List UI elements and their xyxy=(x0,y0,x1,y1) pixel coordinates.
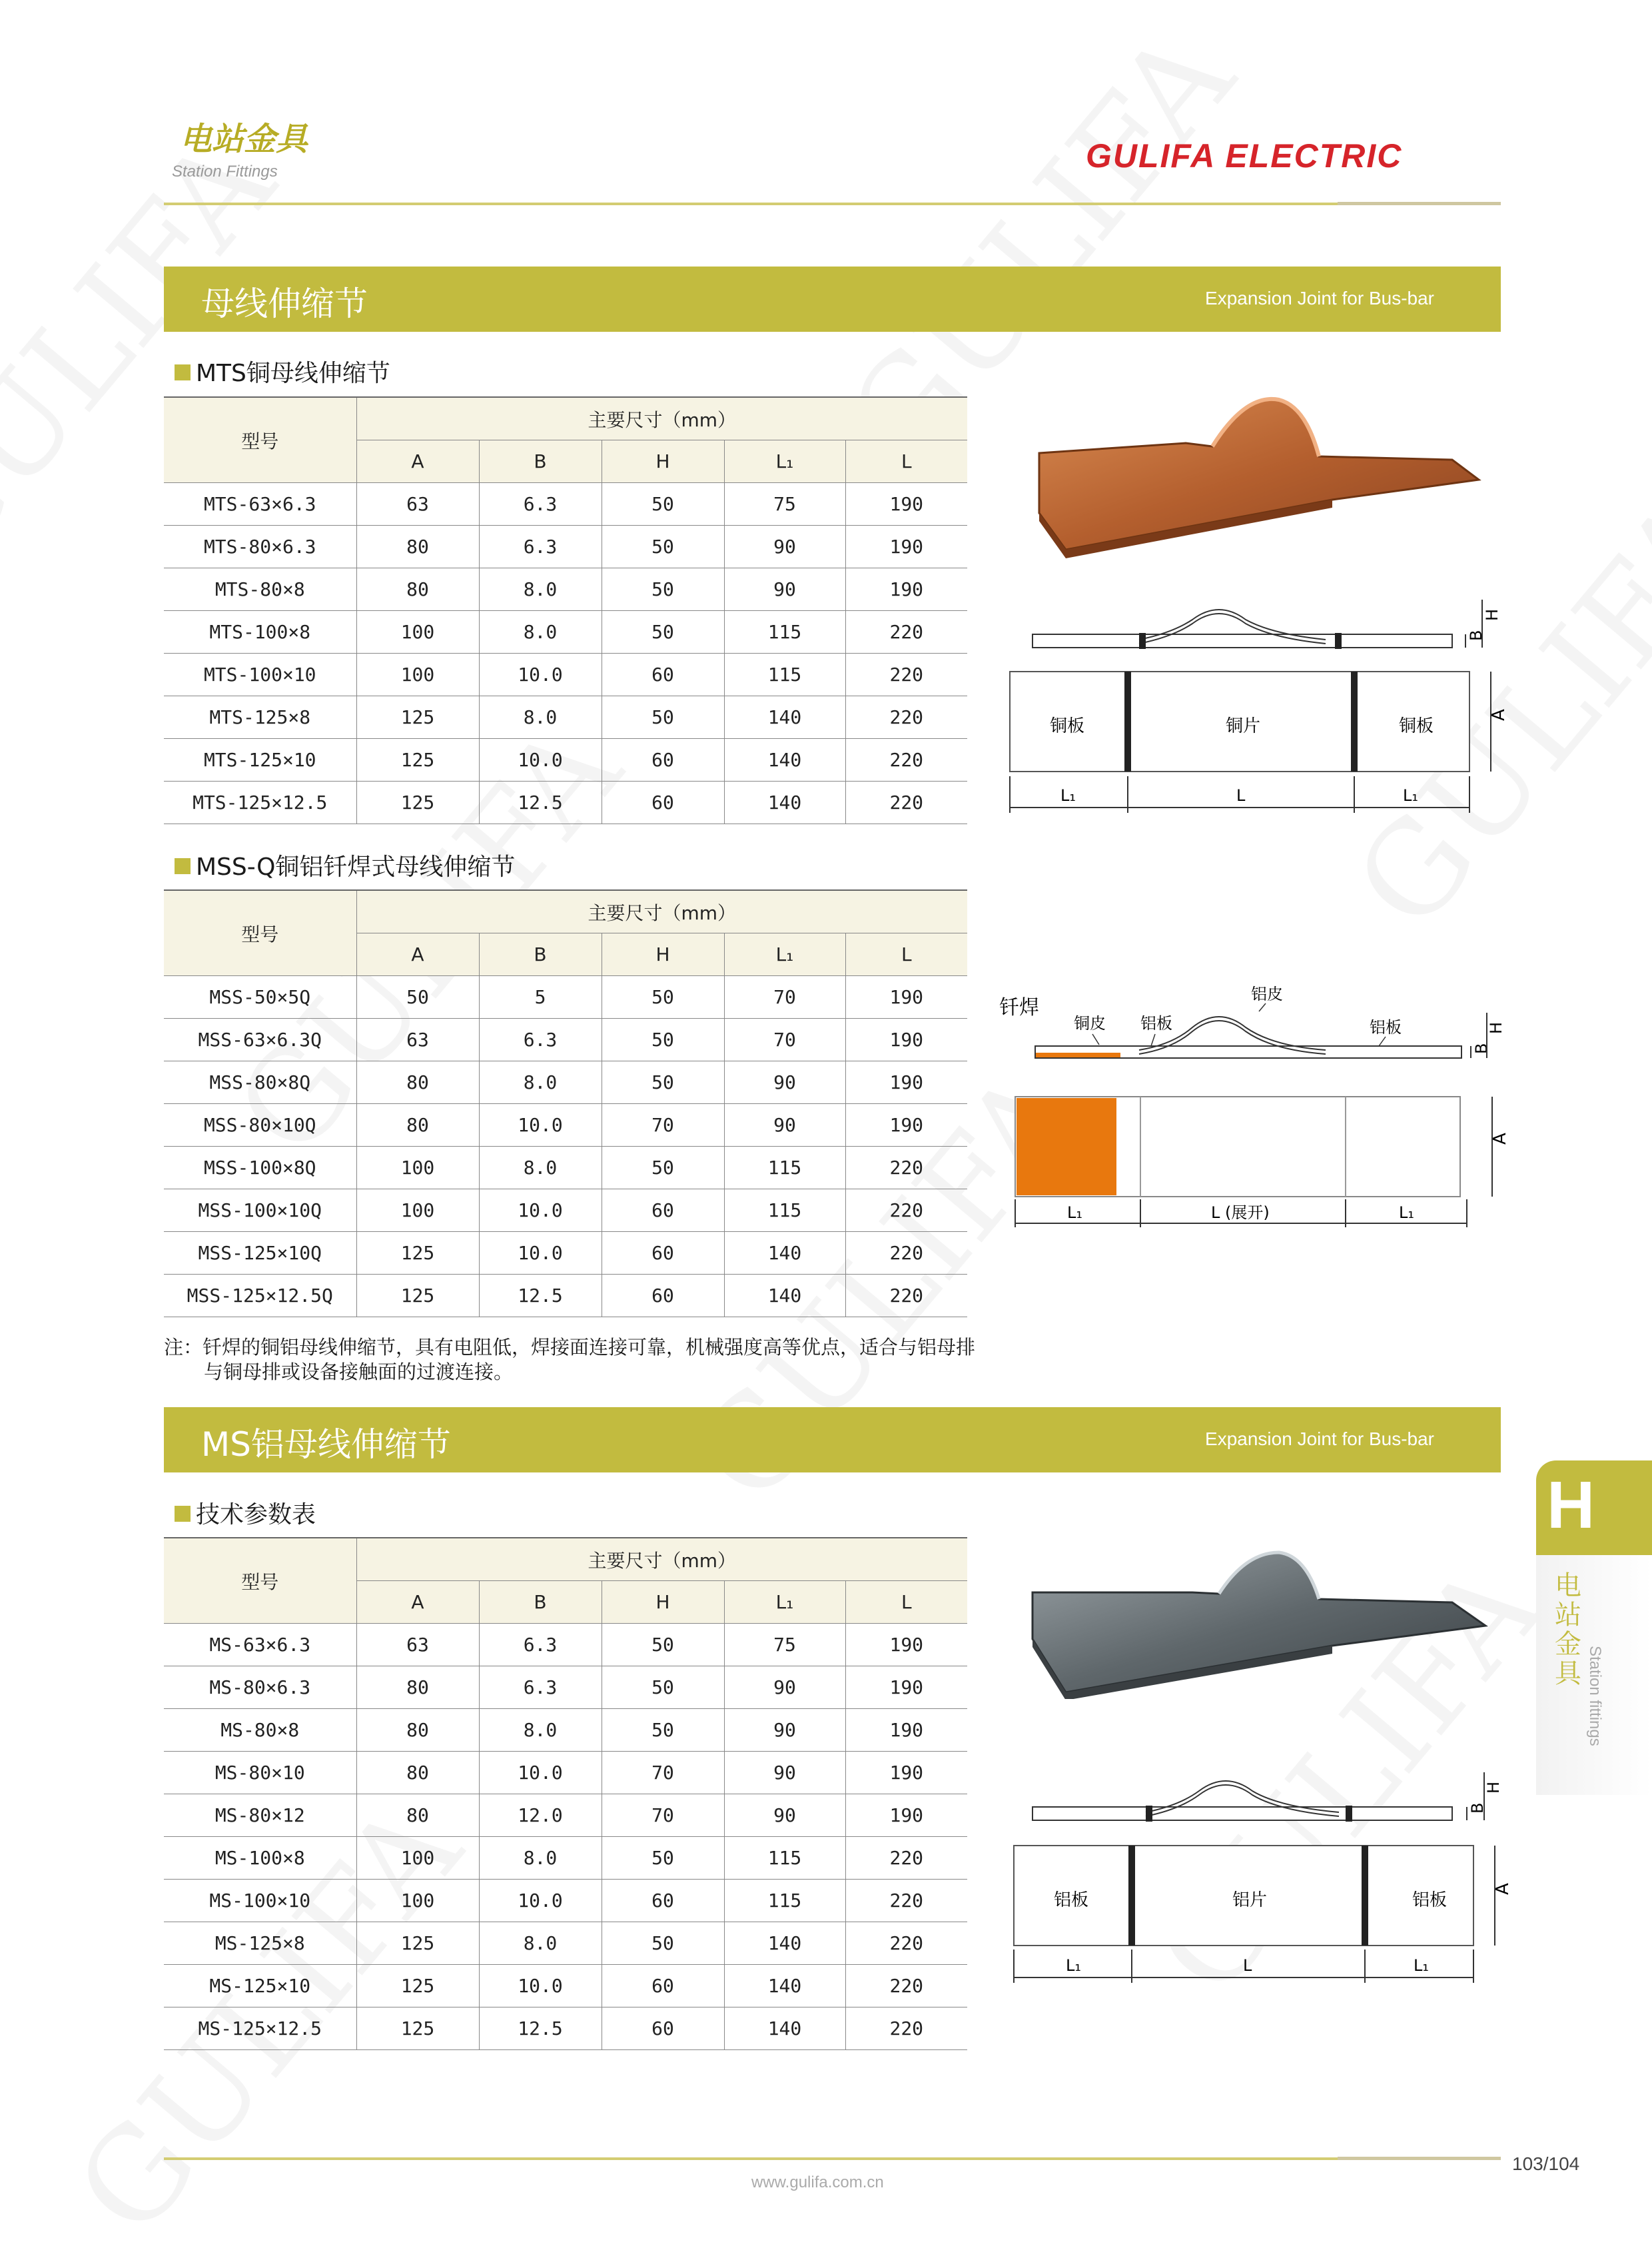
value-cell: 140 xyxy=(724,2007,845,2050)
value-cell: 80 xyxy=(356,1061,479,1104)
value-cell: 8.0 xyxy=(479,1061,602,1104)
col-header: L₁ xyxy=(724,1581,845,1624)
col-header: A xyxy=(356,933,479,976)
table-row xyxy=(164,1061,967,1104)
value-cell: 125 xyxy=(356,1965,479,2007)
value-cell: 10.0 xyxy=(479,1232,602,1275)
value-cell: 190 xyxy=(845,568,967,611)
dim-h-label: H xyxy=(1487,1021,1505,1034)
value-cell: 60 xyxy=(602,2007,724,2050)
col-header: A xyxy=(356,1581,479,1624)
value-cell: 6.3 xyxy=(479,1624,602,1666)
value-cell: 50 xyxy=(602,1147,724,1189)
value-cell: 140 xyxy=(724,696,845,739)
value-cell: 140 xyxy=(724,739,845,782)
value-cell: 70 xyxy=(724,976,845,1019)
value-cell: 190 xyxy=(845,526,967,568)
table-header-row xyxy=(164,890,967,933)
model-cell: MTS-125×10 xyxy=(164,739,356,782)
value-cell: 12.0 xyxy=(479,1794,602,1837)
value-cell: 10.0 xyxy=(479,1752,602,1794)
value-cell: 75 xyxy=(724,1624,845,1666)
col-header: L₁ xyxy=(724,933,845,976)
dim-a-label: A xyxy=(1490,1133,1510,1145)
value-cell: 8.0 xyxy=(479,696,602,739)
table-header-row xyxy=(164,397,967,440)
table-row xyxy=(164,1880,967,1922)
value-cell: 125 xyxy=(356,782,479,824)
value-cell: 220 xyxy=(845,696,967,739)
square-bullet-icon xyxy=(175,364,191,380)
note-line: 与铜母排或设备接触面的过渡连接。 xyxy=(204,1361,514,1383)
value-cell: 115 xyxy=(724,1189,845,1232)
dim-l-unfold-label: L (展开) xyxy=(1211,1203,1270,1222)
section-band-busbar xyxy=(164,267,1501,332)
model-cell: MSS-125×12.5Q xyxy=(164,1275,356,1317)
section-title-en: Station Fittings xyxy=(172,163,278,181)
model-cell: MS-125×10 xyxy=(164,1965,356,2007)
model-cell: MTS-63×6.3 xyxy=(164,483,356,526)
value-cell: 60 xyxy=(602,1275,724,1317)
subtitle-mss xyxy=(175,848,515,882)
side-tab-h xyxy=(1536,1460,1652,1555)
table-row xyxy=(164,654,967,696)
value-cell: 125 xyxy=(356,696,479,739)
value-cell: 125 xyxy=(356,1922,479,1965)
value-cell: 220 xyxy=(845,1232,967,1275)
value-cell: 80 xyxy=(356,1104,479,1147)
band-title-cn: 母线伸缩节 xyxy=(201,284,368,323)
value-cell: 115 xyxy=(724,654,845,696)
dims-header: 主要尺寸（mm） xyxy=(356,397,967,440)
col-header: L xyxy=(845,440,967,483)
model-cell: MTS-80×6.3 xyxy=(164,526,356,568)
dim-b-label: B xyxy=(1472,1043,1491,1054)
value-cell: 100 xyxy=(356,1147,479,1189)
plate-mid-label: 铝片 xyxy=(1232,1890,1268,1910)
value-cell: 75 xyxy=(724,483,845,526)
dim-b-label: B xyxy=(1467,630,1485,641)
value-cell: 70 xyxy=(602,1752,724,1794)
value-cell: 63 xyxy=(356,1019,479,1061)
value-cell: 70 xyxy=(602,1794,724,1837)
dim-l1-label: L₁ xyxy=(1067,1203,1082,1222)
col-header: H xyxy=(602,1581,724,1624)
mss-note xyxy=(164,1335,975,1385)
col-header: B xyxy=(479,1581,602,1624)
mss-table xyxy=(164,889,967,1317)
value-cell: 115 xyxy=(724,1147,845,1189)
table-header-row xyxy=(164,1538,967,1581)
value-cell: 80 xyxy=(356,1709,479,1752)
value-cell: 115 xyxy=(724,611,845,654)
model-cell: MS-80×6.3 xyxy=(164,1666,356,1709)
value-cell: 6.3 xyxy=(479,1019,602,1061)
value-cell: 100 xyxy=(356,1837,479,1880)
al-plate-label-right: 铝板 xyxy=(1370,1018,1402,1037)
model-cell: MSS-63×6.3Q xyxy=(164,1019,356,1061)
plate-right-label: 铝板 xyxy=(1412,1890,1447,1910)
value-cell: 90 xyxy=(724,568,845,611)
col-header: L xyxy=(845,933,967,976)
value-cell: 50 xyxy=(602,976,724,1019)
dim-a-label: A xyxy=(1493,1883,1512,1895)
plate-left-label: 铝板 xyxy=(1054,1890,1089,1910)
model-cell: MSS-50×5Q xyxy=(164,976,356,1019)
footer-url: www.gulifa.com.cn xyxy=(751,2173,884,2191)
value-cell: 140 xyxy=(724,1275,845,1317)
value-cell: 100 xyxy=(356,611,479,654)
value-cell: 125 xyxy=(356,1232,479,1275)
value-cell: 50 xyxy=(356,976,479,1019)
header-rule-accent xyxy=(1338,202,1501,205)
dim-l1-label: L₁ xyxy=(1414,1956,1429,1975)
model-header: 型号 xyxy=(164,1538,356,1624)
value-cell: 60 xyxy=(602,1232,724,1275)
value-cell: 220 xyxy=(845,654,967,696)
value-cell: 190 xyxy=(845,1709,967,1752)
mts-table xyxy=(164,396,967,824)
value-cell: 220 xyxy=(845,2007,967,2050)
value-cell: 100 xyxy=(356,654,479,696)
model-cell: MSS-80×10Q xyxy=(164,1104,356,1147)
value-cell: 220 xyxy=(845,1965,967,2007)
dim-l-label: L xyxy=(1236,786,1246,805)
value-cell: 125 xyxy=(356,2007,479,2050)
value-cell: 80 xyxy=(356,1794,479,1837)
value-cell: 80 xyxy=(356,1666,479,1709)
model-cell: MTS-100×10 xyxy=(164,654,356,696)
dim-l1-label: L₁ xyxy=(1066,1956,1081,1975)
table-row xyxy=(164,1189,967,1232)
dim-l1-label: L₁ xyxy=(1060,786,1076,805)
value-cell: 80 xyxy=(356,526,479,568)
value-cell: 50 xyxy=(602,611,724,654)
value-cell: 80 xyxy=(356,568,479,611)
value-cell: 90 xyxy=(724,1666,845,1709)
dim-h-label: H xyxy=(1484,1781,1503,1794)
model-cell: MS-63×6.3 xyxy=(164,1624,356,1666)
value-cell: 100 xyxy=(356,1880,479,1922)
value-cell: 190 xyxy=(845,483,967,526)
value-cell: 10.0 xyxy=(479,1104,602,1147)
side-tab-cn: 电站金具 xyxy=(1555,1570,1581,1689)
table-row xyxy=(164,1275,967,1317)
value-cell: 220 xyxy=(845,1275,967,1317)
value-cell: 190 xyxy=(845,1104,967,1147)
value-cell: 50 xyxy=(602,526,724,568)
model-cell: MS-80×10 xyxy=(164,1752,356,1794)
plate-right-label: 铜板 xyxy=(1399,716,1434,736)
value-cell: 190 xyxy=(845,976,967,1019)
value-cell: 10.0 xyxy=(479,739,602,782)
table-row xyxy=(164,568,967,611)
table-row xyxy=(164,1019,967,1061)
value-cell: 8.0 xyxy=(479,1922,602,1965)
table-row xyxy=(164,782,967,824)
subtitle-ms xyxy=(175,1496,316,1530)
model-cell: MS-100×10 xyxy=(164,1880,356,1922)
dims-header: 主要尺寸（mm） xyxy=(356,890,967,933)
table-row xyxy=(164,2007,967,2050)
col-header: H xyxy=(602,440,724,483)
value-cell: 8.0 xyxy=(479,611,602,654)
value-cell: 6.3 xyxy=(479,526,602,568)
value-cell: 115 xyxy=(724,1880,845,1922)
col-header: B xyxy=(479,933,602,976)
ms-product-photo xyxy=(1026,1539,1492,1702)
dim-b-label: B xyxy=(1468,1802,1487,1814)
col-header: L xyxy=(845,1581,967,1624)
model-cell: MTS-125×12.5 xyxy=(164,782,356,824)
value-cell: 50 xyxy=(602,1624,724,1666)
table-row xyxy=(164,1624,967,1666)
table-row xyxy=(164,483,967,526)
model-cell: MSS-80×8Q xyxy=(164,1061,356,1104)
mts-product-photo xyxy=(1026,380,1492,562)
value-cell: 63 xyxy=(356,483,479,526)
model-cell: MTS-100×8 xyxy=(164,611,356,654)
dim-h-label: H xyxy=(1483,608,1501,621)
footer-rule xyxy=(164,2157,1338,2160)
value-cell: 10.0 xyxy=(479,1189,602,1232)
square-bullet-icon xyxy=(175,858,191,874)
cu-skin-label: 铜皮 xyxy=(1074,1014,1106,1033)
dim-a-label: A xyxy=(1489,709,1509,721)
model-cell: MS-80×12 xyxy=(164,1794,356,1837)
table-row xyxy=(164,1837,967,1880)
section-band-ms xyxy=(164,1407,1501,1472)
brand-logo: GULIFA ELECTRIC xyxy=(1086,137,1403,175)
model-cell: MSS-100×10Q xyxy=(164,1189,356,1232)
value-cell: 70 xyxy=(724,1019,845,1061)
value-cell: 80 xyxy=(356,1752,479,1794)
value-cell: 220 xyxy=(845,1922,967,1965)
side-tab-letter: H xyxy=(1547,1468,1595,1542)
value-cell: 8.0 xyxy=(479,1147,602,1189)
value-cell: 220 xyxy=(845,739,967,782)
value-cell: 8.0 xyxy=(479,1709,602,1752)
col-header: B xyxy=(479,440,602,483)
ms-table xyxy=(164,1537,967,2050)
value-cell: 90 xyxy=(724,1794,845,1837)
value-cell: 220 xyxy=(845,1147,967,1189)
page-number: 103/104 xyxy=(1512,2153,1580,2174)
table-row xyxy=(164,1752,967,1794)
subtitle-mts xyxy=(175,354,390,388)
value-cell: 220 xyxy=(845,611,967,654)
table-row xyxy=(164,1965,967,2007)
value-cell: 115 xyxy=(724,1837,845,1880)
band-title-en: Expansion Joint for Bus-bar xyxy=(1205,288,1434,308)
table-row xyxy=(164,1922,967,1965)
table-row xyxy=(164,1104,967,1147)
value-cell: 220 xyxy=(845,1880,967,1922)
value-cell: 50 xyxy=(602,1666,724,1709)
value-cell: 50 xyxy=(602,1061,724,1104)
value-cell: 90 xyxy=(724,1709,845,1752)
note-line: 注：钎焊的铜铝母线伸缩节，具有电阻低，焊接面连接可靠，机械强度高等优点，适合与铝母排 xyxy=(164,1336,976,1359)
subtitle-mss-text: MSS-Q铜铝钎焊式母线伸缩节 xyxy=(196,853,516,881)
subtitle-ms-text: 技术参数表 xyxy=(196,1501,316,1528)
value-cell: 6.3 xyxy=(479,1666,602,1709)
ms-diagram xyxy=(1006,1759,1512,1988)
al-skin-label: 铝皮 xyxy=(1251,985,1283,1003)
col-header: L₁ xyxy=(724,440,845,483)
plate-left-label: 铜板 xyxy=(1050,716,1085,736)
band-title-en: Expansion Joint for Bus-bar xyxy=(1205,1428,1434,1449)
model-cell: MTS-125×8 xyxy=(164,696,356,739)
table-row xyxy=(164,1666,967,1709)
value-cell: 12.5 xyxy=(479,2007,602,2050)
dim-l-label: L xyxy=(1243,1956,1252,1975)
value-cell: 10.0 xyxy=(479,654,602,696)
square-bullet-icon xyxy=(175,1506,191,1522)
value-cell: 8.0 xyxy=(479,1837,602,1880)
value-cell: 60 xyxy=(602,739,724,782)
dim-l1-label: L₁ xyxy=(1399,1203,1414,1222)
value-cell: 60 xyxy=(602,782,724,824)
band-title-cn: MS铝母线伸缩节 xyxy=(201,1425,451,1464)
value-cell: 220 xyxy=(845,1837,967,1880)
value-cell: 140 xyxy=(724,782,845,824)
value-cell: 140 xyxy=(724,1232,845,1275)
value-cell: 190 xyxy=(845,1019,967,1061)
table-row xyxy=(164,976,967,1019)
table-row xyxy=(164,1709,967,1752)
value-cell: 8.0 xyxy=(479,568,602,611)
value-cell: 10.0 xyxy=(479,1965,602,2007)
table-row xyxy=(164,1147,967,1189)
value-cell: 60 xyxy=(602,1965,724,2007)
model-header: 型号 xyxy=(164,397,356,483)
table-row xyxy=(164,1794,967,1837)
model-header: 型号 xyxy=(164,890,356,976)
value-cell: 140 xyxy=(724,1965,845,2007)
value-cell: 220 xyxy=(845,782,967,824)
header-rule xyxy=(164,203,1338,205)
model-cell: MS-125×12.5 xyxy=(164,2007,356,2050)
value-cell: 10.0 xyxy=(479,1880,602,1922)
model-cell: MS-80×8 xyxy=(164,1709,356,1752)
section-title-cn: 电站金具 xyxy=(180,121,308,158)
dim-l1-label: L₁ xyxy=(1403,786,1418,805)
braze-label: 钎焊 xyxy=(999,996,1039,1019)
value-cell: 63 xyxy=(356,1624,479,1666)
value-cell: 50 xyxy=(602,1709,724,1752)
value-cell: 50 xyxy=(602,1837,724,1880)
value-cell: 190 xyxy=(845,1666,967,1709)
footer-rule-accent xyxy=(1338,2157,1501,2160)
plate-mid-label: 铜片 xyxy=(1226,716,1261,736)
col-header: A xyxy=(356,440,479,483)
model-cell: MS-125×8 xyxy=(164,1922,356,1965)
table-row xyxy=(164,696,967,739)
value-cell: 50 xyxy=(602,1019,724,1061)
value-cell: 90 xyxy=(724,1752,845,1794)
value-cell: 90 xyxy=(724,526,845,568)
table-row xyxy=(164,526,967,568)
value-cell: 125 xyxy=(356,1275,479,1317)
table-row xyxy=(164,739,967,782)
value-cell: 125 xyxy=(356,739,479,782)
value-cell: 50 xyxy=(602,568,724,611)
value-cell: 50 xyxy=(602,1922,724,1965)
col-header: H xyxy=(602,933,724,976)
table-row xyxy=(164,1232,967,1275)
value-cell: 190 xyxy=(845,1624,967,1666)
subtitle-mts-text: MTS铜母线伸缩节 xyxy=(196,360,390,387)
value-cell: 5 xyxy=(479,976,602,1019)
model-cell: MS-100×8 xyxy=(164,1837,356,1880)
side-tab-en: Station fittings xyxy=(1586,1646,1604,1746)
value-cell: 190 xyxy=(845,1752,967,1794)
value-cell: 60 xyxy=(602,654,724,696)
value-cell: 60 xyxy=(602,1880,724,1922)
value-cell: 190 xyxy=(845,1794,967,1837)
mts-diagram xyxy=(1006,593,1512,822)
al-plate-label: 铝板 xyxy=(1140,1014,1172,1033)
value-cell: 100 xyxy=(356,1189,479,1232)
value-cell: 12.5 xyxy=(479,1275,602,1317)
model-cell: MSS-100×8Q xyxy=(164,1147,356,1189)
value-cell: 90 xyxy=(724,1061,845,1104)
value-cell: 12.5 xyxy=(479,782,602,824)
value-cell: 50 xyxy=(602,696,724,739)
value-cell: 6.3 xyxy=(479,483,602,526)
table-row xyxy=(164,611,967,654)
value-cell: 220 xyxy=(845,1189,967,1232)
value-cell: 70 xyxy=(602,1104,724,1147)
model-cell: MSS-125×10Q xyxy=(164,1232,356,1275)
value-cell: 140 xyxy=(724,1922,845,1965)
value-cell: 90 xyxy=(724,1104,845,1147)
value-cell: 50 xyxy=(602,483,724,526)
value-cell: 190 xyxy=(845,1061,967,1104)
mss-diagram xyxy=(993,979,1512,1235)
model-cell: MTS-80×8 xyxy=(164,568,356,611)
dims-header: 主要尺寸（mm） xyxy=(356,1538,967,1581)
value-cell: 60 xyxy=(602,1189,724,1232)
